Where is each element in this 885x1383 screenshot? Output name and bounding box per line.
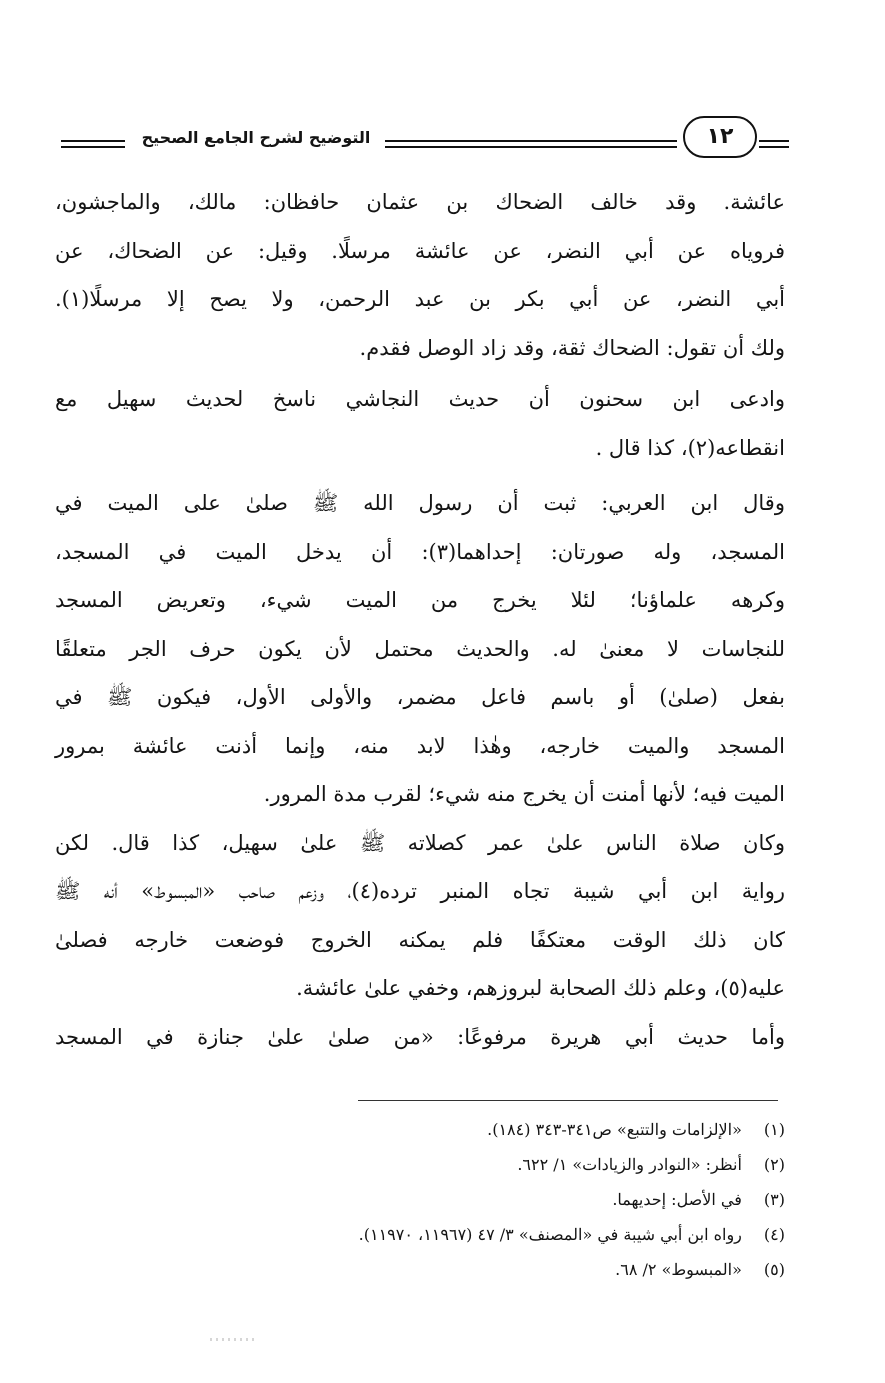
text-line: فروياه عن أبي النضر، عن عائشة مرسلًا. وقيل: عن الضحاك، عن [55, 238, 785, 263]
body-text [55, 178, 785, 1061]
running-header [55, 112, 845, 164]
footnote-item [55, 1252, 785, 1287]
text-line: كان ذلك الوقت معتكفًا فلم يمكنه الخروج فوضعت خارجه فصلىٰ [55, 927, 785, 952]
text-line: ولك أن تقول: الضحاك ثقة، وقد زاد الوصل فقدم. [359, 335, 785, 360]
footnote-text: «الإلزامات والتتبع» ص٣٤١-٣٤٣ (١٨٤). [487, 1120, 742, 1139]
text-line: وكرهه علماؤنا؛ لئلا يخرج من الميت شيء، وتعريض المسجد [55, 588, 785, 612]
footnote-text: «المبسوط» ٢/ ٦٨. [615, 1260, 742, 1279]
footnote-text: في الأصل: إحديهما. [612, 1190, 742, 1209]
text-line: المسجد والميت خارجه، وهٰذا لابد منه، وإنما أذنت عائشة بمرور [55, 733, 785, 758]
text-line: عائشة. وقد خالف الضحاك بن عثمان حافظان: مالك، والماجشون، [55, 190, 785, 214]
footnote-number: (٣) [763, 1190, 785, 1209]
header-rule-left [61, 140, 125, 148]
text-line: بفعل (صلىٰ) أو باسم فاعل مضمر، والأولى الأول، فيكون ﷺ في [55, 685, 785, 709]
scan-speckle [210, 1338, 256, 1341]
header-rule-right [759, 140, 789, 148]
text-line: للنجاسات لا معنىٰ له. والحديث محتمل لأن يكون حرف الجر متعلقًا [55, 636, 785, 661]
text-line: الميت فيه؛ لأنها أمنت أن يخرج منه شيء؛ لقرب مدة المرور. [263, 782, 785, 806]
text-line: عليه(٥)، وعلم ذلك الصحابة لبروزهم، وخفي علىٰ عائشة. [296, 976, 785, 1000]
text-line: وكان صلاة الناس علىٰ عمر كصلاته ﷺ علىٰ سهيل، كذا قال. لكن [55, 830, 785, 855]
footnote-text: أنظر: «النوادر والزيادات» ١/ ٦٢٢. [517, 1155, 742, 1174]
text-line: وأما حديث أبي هريرة مرفوعًا: «من صلىٰ علىٰ جنازة في المسجد [55, 1024, 785, 1049]
text-line: انقطاعه(٢)، كذا قال . [595, 435, 785, 460]
header-rule-middle [385, 140, 677, 148]
footnotes [55, 1112, 785, 1287]
text-line: أبي النضر، عن أبي بكر بن عبد الرحمن، ولا يصح إلا مرسلًا(١). [55, 287, 785, 311]
footnote-number: (١) [763, 1120, 785, 1139]
text-line: وادعى ابن سحنون أن حديث النجاشي ناسخ لحديث سهيل مع [55, 387, 785, 411]
footnote-item [55, 1217, 785, 1252]
footnote-text: رواه ابن أبي شيبة في «المصنف» ٣/ ٤٧ (١١٩٦٧، ١١٩٧٠). [358, 1225, 742, 1244]
footnote-number: (٤) [763, 1225, 785, 1244]
text-line: وقال ابن العربي: ثبت أن رسول الله ﷺ صلىٰ على الميت في [55, 491, 785, 515]
footnote-number: (٥) [763, 1260, 785, 1279]
footnote-number: (٢) [763, 1155, 785, 1174]
footnote-item [55, 1182, 785, 1217]
running-title: التوضيح لشرح الجامع الصحيح [141, 128, 371, 147]
text-line: رواية ابن أبي شيبة تجاه المنبر ترده(٤)، وزعم صاحب «المبسوط» أنه ﷺ [55, 879, 786, 903]
footnote-separator [358, 1100, 778, 1101]
page-number: ١٢ [683, 116, 757, 158]
footnote-item [55, 1112, 785, 1147]
text-line: المسجد، وله صورتان: إحداهما(٣): أن يدخل الميت في المسجد، [55, 539, 785, 564]
footnote-item [55, 1147, 785, 1182]
